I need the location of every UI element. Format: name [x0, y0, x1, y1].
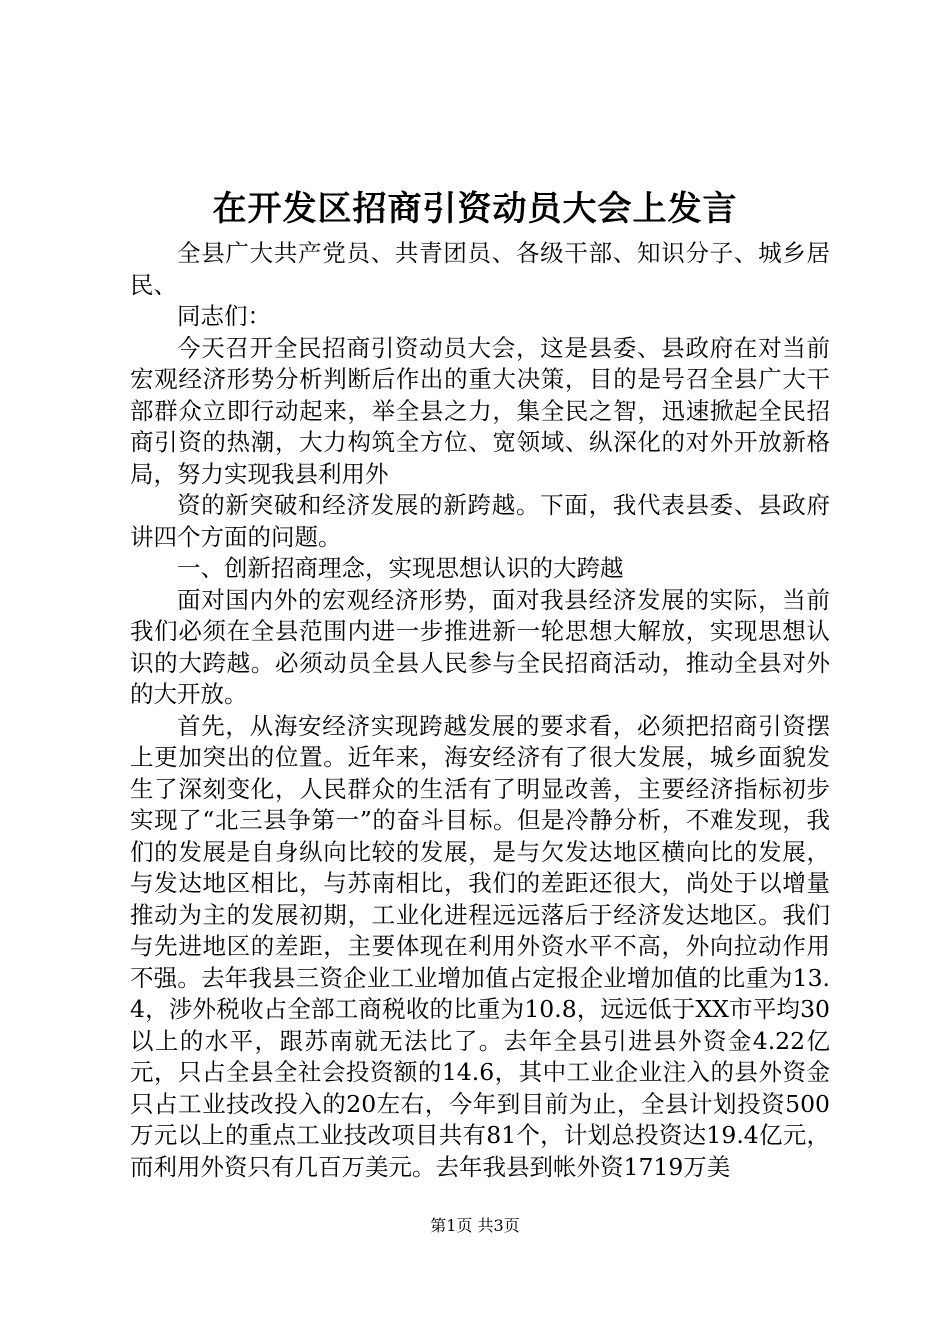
paragraph-intro: 今天召开全民招商引资动员大会，这是县委、县政府在对当前宏观经济形势分析判断后作出的重大决策，目的是号召全县广大干部群众立即行动起来，举全县之力，集全民之智，迅速掀起全民招商引资的热潮，大力构筑全方位、宽领域、纵深化的对外开放新格局，努力实现我县利用外: [130, 333, 830, 488]
paragraph-greeting: 同志们：: [177, 302, 271, 330]
paragraph-salutation: 全县广大共产党员、共青团员、各级干部、知识分子、城乡居民、: [130, 239, 830, 299]
paragraph-first-point: 首先，从海安经济实现跨越发展的要求看，必须把招商引资摆上更加突出的位置。近年来，海安经济有了很大发展，城乡面貌发生了深刻变化，人民群众的生活有了明显改善，主要经济指标初步实现了“北三县争第一”的奋斗目标。但是冷静分析，不难发现，我们的发展是自身纵向比较的发展，是与欠发达地区横向比的发展，与发达地区相比，与苏南相比，我们的差距还很大，尚处于以增量推动为主的发展初期，工业化进程远远落后于经济发达地区。我们与先进地区的差距，主要体现在利用外资水平不高，外向拉动作用不强。去年我县三资企业工业增加值占定报企业增加值的比重为13.4，涉外税收占全部工商税收的比重为10.8，远远低于XX市平均30以上的水平，跟苏南就无法比了。去年全县引进县外资金4.22亿元，只占全县全社会投资额的14.6，其中工业企业注入的县外资金只占工业技改投入的20左右，今年到目前为止，全县计划投资500万元以上的重点工业技改项目共有81个，计划总投资达19.4亿元，而利用外资只有几百万美元。去年我县到帐外资1719万美: [130, 711, 830, 1181]
page-footer: 第1页 共3页: [430, 1216, 520, 1235]
document-body: [130, 238, 830, 1183]
paragraph-intro-continued: 资的新突破和经济发展的新跨越。下面，我代表县委、县政府讲四个方面的问题。: [130, 491, 830, 551]
paragraph-section-one: 面对国内外的宏观经济形势，面对我县经济发展的实际，当前我们必须在全县范围内进一步推进新一轮思想大解放，实现思想认识的大跨越。必须动员全县人民参与全民招商活动，推动全县对外的大开放。: [130, 585, 830, 708]
document-title: 在开发区招商引资动员大会上发言: [212, 189, 738, 229]
section-heading-one: 一、创新招商理念，实现思想认识的大跨越: [177, 554, 624, 582]
